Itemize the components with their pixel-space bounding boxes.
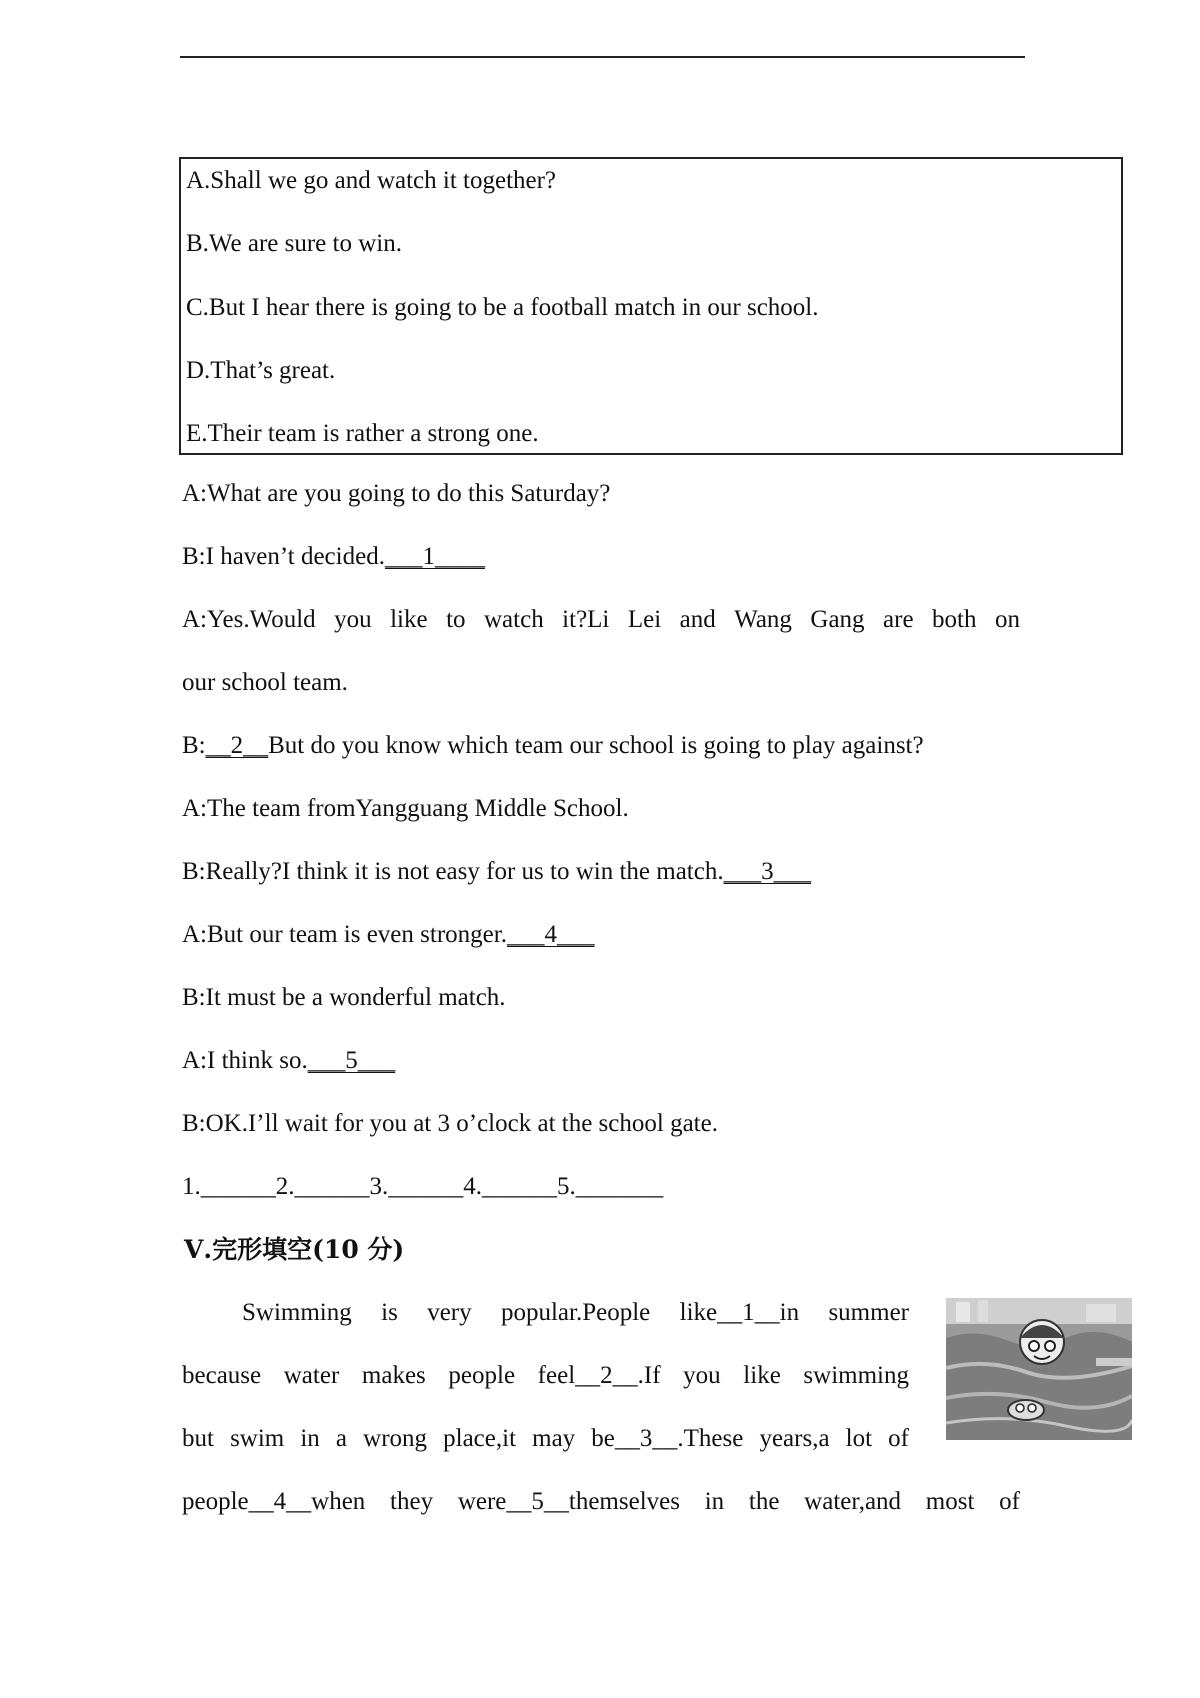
swimming-illustration (946, 1298, 1132, 1440)
dialogue-line-7 (182, 857, 811, 887)
word: in (300, 1425, 320, 1452)
word: place,it (443, 1425, 517, 1452)
word: water,and (804, 1488, 902, 1515)
word: Gang (810, 606, 865, 633)
word: very (427, 1299, 472, 1326)
swimming-illustration-art (946, 1298, 1132, 1440)
speaker-b: B: (182, 732, 206, 759)
word: summer (828, 1299, 909, 1326)
word: swim (230, 1425, 285, 1452)
option-e: E.Their team is rather a strong one. (186, 420, 539, 447)
word: and (679, 606, 716, 633)
word: people__4__when (182, 1488, 366, 1515)
section-heading: Ⅴ.完形填空(10 分) (184, 1235, 405, 1264)
option-a: A.Shall we go and watch it together? (186, 167, 557, 194)
word: of (999, 1488, 1020, 1515)
word: is (381, 1299, 398, 1326)
dialogue-line-10-text: A:I think so. (182, 1047, 308, 1074)
word: you (683, 1362, 721, 1389)
word: like__1__in (679, 1299, 800, 1326)
option-d: D.That’s great. (186, 357, 336, 384)
word: Wang (734, 606, 792, 633)
word: a (335, 1425, 348, 1452)
blank-3: ___3___ (723, 858, 812, 885)
word: it?Li (562, 606, 610, 633)
word: Swimming (242, 1299, 352, 1326)
word: years,a (759, 1425, 830, 1452)
word: you (334, 606, 372, 633)
word: A:Yes.Would (182, 606, 316, 633)
dialogue-line-5-text: But do you know which team our school is going to play against? (268, 732, 924, 759)
word: water (283, 1362, 340, 1389)
blank-1: ___1____ (384, 543, 485, 570)
word: swimming (803, 1362, 909, 1389)
dialogue-line-7-text: B:Really?I think it is not easy for us to win the match. (182, 858, 724, 885)
dialogue-line-2 (182, 542, 485, 572)
word: to (446, 606, 466, 633)
dialogue-line-8-text: A:But our team is even stronger. (182, 921, 507, 948)
word: people (448, 1362, 516, 1389)
word: like (390, 606, 428, 633)
dialogue-line-9: B:It must be a wonderful match. (182, 984, 506, 1011)
word: be__3__.These (591, 1425, 744, 1452)
word: feel__2__.If (537, 1362, 661, 1389)
dialogue-line-11: B:OK.I’ll wait for you at 3 o’clock at the school gate. (182, 1110, 718, 1137)
dialogue-line-10 (182, 1046, 395, 1076)
blank-4: ___4___ (506, 921, 595, 948)
word: are (883, 606, 914, 633)
dialogue-line-5 (182, 731, 924, 761)
word: may (532, 1425, 576, 1452)
dialogue-line-6: A:The team fromYangguang Middle School. (182, 795, 629, 822)
passage-line-2 (182, 1361, 909, 1391)
word: were__5__themselves (457, 1488, 680, 1515)
dialogue-line-2-text: B:I haven’t decided. (182, 543, 385, 570)
dialogue-line-3 (182, 605, 1020, 635)
word: like (743, 1362, 781, 1389)
dialogue-line-4: our school team. (182, 669, 348, 696)
word: on (994, 606, 1020, 633)
option-b: B.We are sure to win. (186, 230, 402, 257)
word: both (932, 606, 977, 633)
word: the (748, 1488, 780, 1515)
word: watch (484, 606, 544, 633)
header-rule (180, 56, 1025, 58)
word: popular.People (500, 1299, 651, 1326)
passage-line-1 (242, 1298, 909, 1328)
options-box (179, 157, 1123, 455)
word: makes (361, 1362, 426, 1389)
word: because (182, 1362, 262, 1389)
word: Lei (627, 606, 662, 633)
word: most (925, 1488, 975, 1515)
word: of (888, 1425, 909, 1452)
word: lot (845, 1425, 873, 1452)
dialogue-line-8 (182, 920, 594, 950)
blank-5: ___5___ (307, 1047, 396, 1074)
dialogue-line-1: A:What are you going to do this Saturday? (182, 480, 611, 507)
word: in (704, 1488, 725, 1515)
option-c: C.But I hear there is going to be a football match in our school. (186, 294, 819, 321)
passage-line-3 (182, 1424, 909, 1454)
word: but (182, 1425, 214, 1452)
word: they (390, 1488, 434, 1515)
answer-line: 1.______2.______3.______4.______5._______ (182, 1173, 664, 1200)
word: wrong (363, 1425, 428, 1452)
blank-2: __2__ (205, 732, 269, 759)
passage-line-4 (182, 1487, 1020, 1517)
